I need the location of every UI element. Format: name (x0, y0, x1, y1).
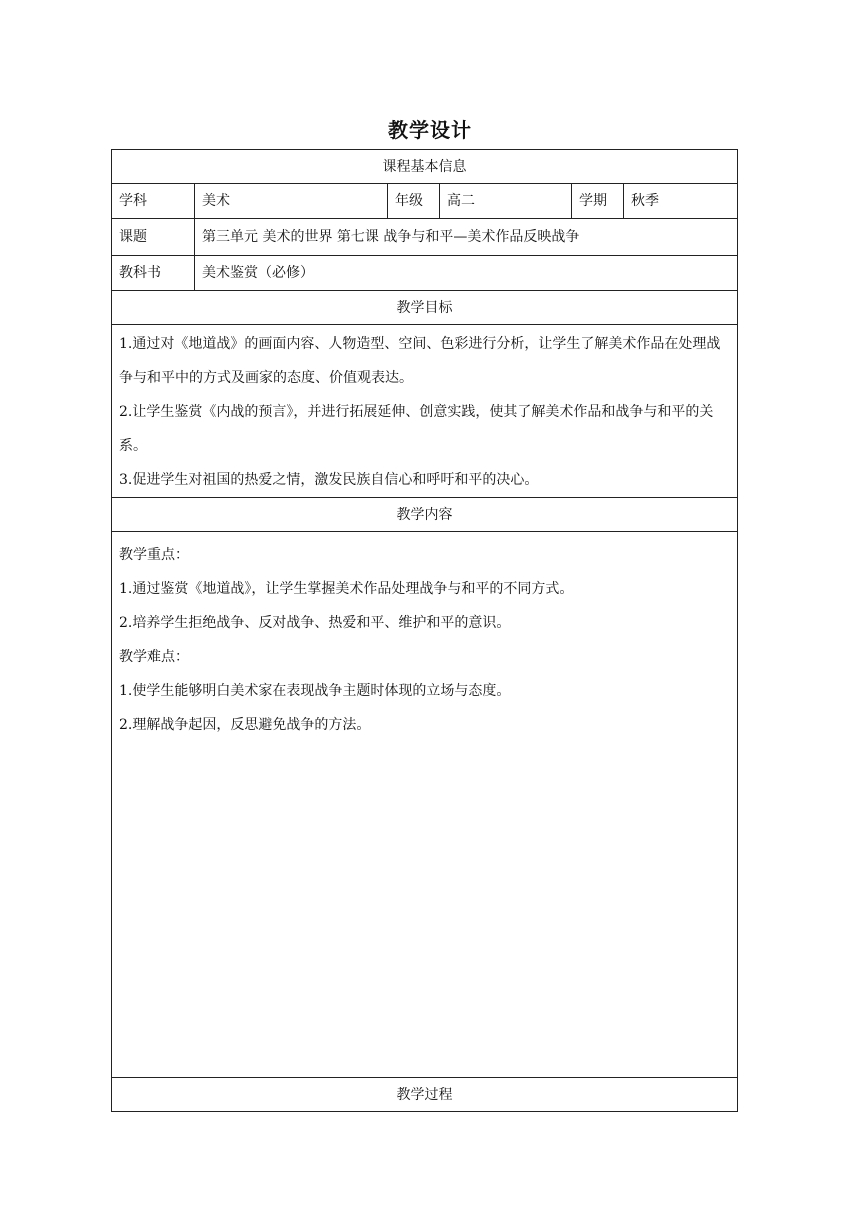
key-point-item: 2.培养学生拒绝战争、反对战争、热爱和平、维护和平的意识。 (119, 615, 511, 631)
content-cell (112, 532, 738, 1078)
objectives-header: 教学目标 (112, 291, 738, 325)
difficulty-item: 1.使学生能够明白美术家在表现战争主题时体现的立场与态度。 (119, 683, 511, 699)
content-header-row (112, 498, 738, 532)
difficulties-label: 教学难点： (119, 649, 189, 665)
basic-info-header: 课程基本信息 (112, 150, 738, 184)
textbook-row (112, 256, 738, 291)
content-header: 教学内容 (112, 498, 738, 532)
objective-item: 1.通过对《地道战》的画面内容、人物造型、空间、色彩进行分析，让学生了解美术作品在处理战争与和平中的方式及画家的态度、价值观表达。 (119, 336, 721, 386)
difficulty-item: 2.理解战争起因，反思避免战争的方法。 (119, 717, 371, 733)
textbook-value: 美术鉴赏（必修） (195, 256, 738, 291)
objectives-header-row (112, 291, 738, 325)
subject-label: 学科 (112, 184, 195, 219)
subject-value: 美术 (195, 184, 388, 219)
grade-label: 年级 (388, 184, 440, 219)
lesson-plan-table (111, 149, 738, 1112)
objectives-cell (112, 325, 738, 498)
process-header-row (112, 1078, 738, 1112)
basic-info-row (112, 184, 738, 219)
term-label: 学期 (572, 184, 624, 219)
term-value: 秋季 (624, 184, 738, 219)
key-points-label: 教学重点： (119, 547, 189, 563)
document-title: 教学设计 (388, 118, 472, 142)
objectives-row (112, 325, 738, 498)
key-point-item: 1.通过鉴赏《地道战》，让学生掌握美术作品处理战争与和平的不同方式。 (119, 581, 574, 597)
objective-item: 3.促进学生对祖国的热爱之情，激发民族自信心和呼吁和平的决心。 (119, 472, 539, 488)
grade-value: 高二 (440, 184, 572, 219)
textbook-label: 教科书 (112, 256, 195, 291)
basic-info-header-row (112, 150, 738, 184)
topic-row (112, 219, 738, 256)
content-row (112, 532, 738, 1078)
process-header: 教学过程 (112, 1078, 738, 1112)
objective-item: 2.让学生鉴赏《内战的预言》，并进行拓展延伸、创意实践，使其了解美术作品和战争与和平的关系。 (119, 404, 714, 454)
topic-value: 第三单元 美术的世界 第七课 战争与和平—美术作品反映战争 (195, 219, 738, 256)
topic-label: 课题 (112, 219, 195, 256)
